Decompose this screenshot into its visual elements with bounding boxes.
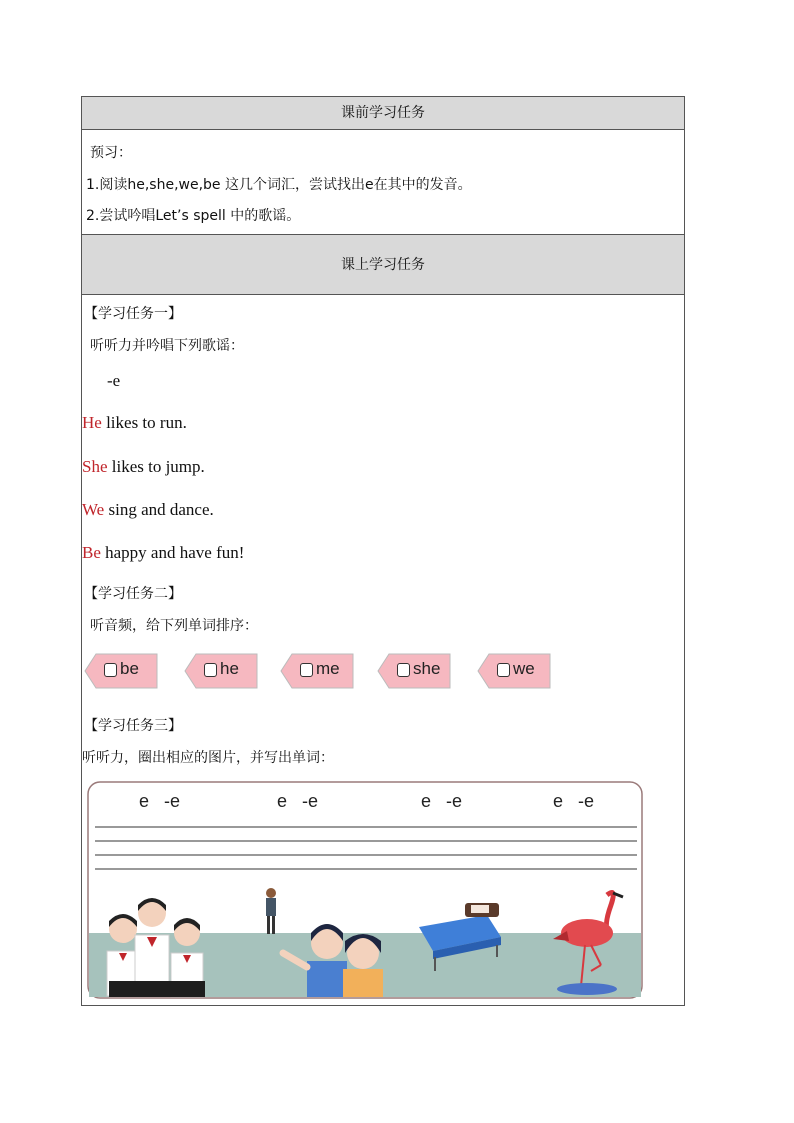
sound-pair-4	[553, 791, 594, 812]
chant-word: Be	[82, 543, 101, 562]
chant-line-1	[82, 413, 187, 433]
word-tag-he[interactable]	[184, 653, 258, 689]
preview-item-1: 1.阅读he,she,we,be 这几个词汇，尝试找出e在其中的发音。	[86, 177, 472, 193]
chant-rest: sing and dance.	[104, 500, 214, 519]
in-class-header: 课上学习任务	[82, 235, 684, 295]
task3-title: 【学习任务三】	[84, 718, 182, 734]
task1-instruction: 听听力并吟唱下列歌谣：	[90, 338, 244, 354]
pre-class-section	[82, 130, 684, 235]
in-class-section	[82, 295, 684, 1005]
pre-class-header: 课前学习任务	[82, 97, 684, 130]
ordering-checkbox[interactable]	[397, 663, 410, 677]
task3-instruction: 听听力，圈出相应的图片，并写出单词：	[82, 750, 334, 766]
chant-rest: likes to jump.	[107, 457, 205, 476]
chant-line-4	[82, 543, 244, 563]
task2-instruction: 听音频，给下列单词排序：	[90, 618, 258, 634]
word-label: she	[413, 659, 441, 678]
ordering-checkbox[interactable]	[104, 663, 117, 677]
task2-title: 【学习任务二】	[84, 586, 182, 602]
sound-pair-2	[277, 791, 318, 812]
ordering-checkbox[interactable]	[204, 663, 217, 677]
panel-artwork	[87, 781, 643, 1001]
suffix-e: -e	[578, 791, 595, 811]
letter-e: e	[139, 791, 150, 811]
chant-rest: likes to run.	[101, 413, 187, 432]
word-label: me	[316, 659, 340, 678]
preview-item-2: 2.尝试吟唱Let’s spell 中的歌谣。	[86, 208, 301, 224]
word-label: he	[220, 659, 239, 678]
chant-line-3	[82, 500, 214, 520]
chant-word: She	[82, 457, 108, 476]
sound-label: -e	[107, 371, 121, 390]
chant-line-2	[82, 457, 205, 477]
suffix-e: -e	[446, 791, 463, 811]
word-tag-be[interactable]	[84, 653, 158, 689]
task1-title: 【学习任务一】	[84, 306, 182, 322]
worksheet-table	[81, 96, 685, 1006]
ordering-checkbox[interactable]	[497, 663, 510, 677]
sound-pair-1	[139, 791, 180, 812]
sound-pair-3	[421, 791, 462, 812]
picture-writing-panel	[87, 781, 643, 1001]
letter-e: e	[421, 791, 432, 811]
chant-rest: happy and have fun!	[100, 543, 245, 562]
word-label: be	[120, 659, 139, 678]
chant-word: We	[82, 500, 105, 519]
suffix-e: -e	[302, 791, 319, 811]
word-tag-we[interactable]	[477, 653, 551, 689]
word-tag-she[interactable]	[377, 653, 451, 689]
word-label: we	[513, 659, 535, 678]
suffix-e: -e	[164, 791, 181, 811]
preview-label: 预习：	[90, 145, 132, 161]
letter-e: e	[277, 791, 288, 811]
chant-word: He	[82, 413, 102, 432]
ordering-checkbox[interactable]	[300, 663, 313, 677]
letter-e: e	[553, 791, 564, 811]
word-tag-me[interactable]	[280, 653, 354, 689]
